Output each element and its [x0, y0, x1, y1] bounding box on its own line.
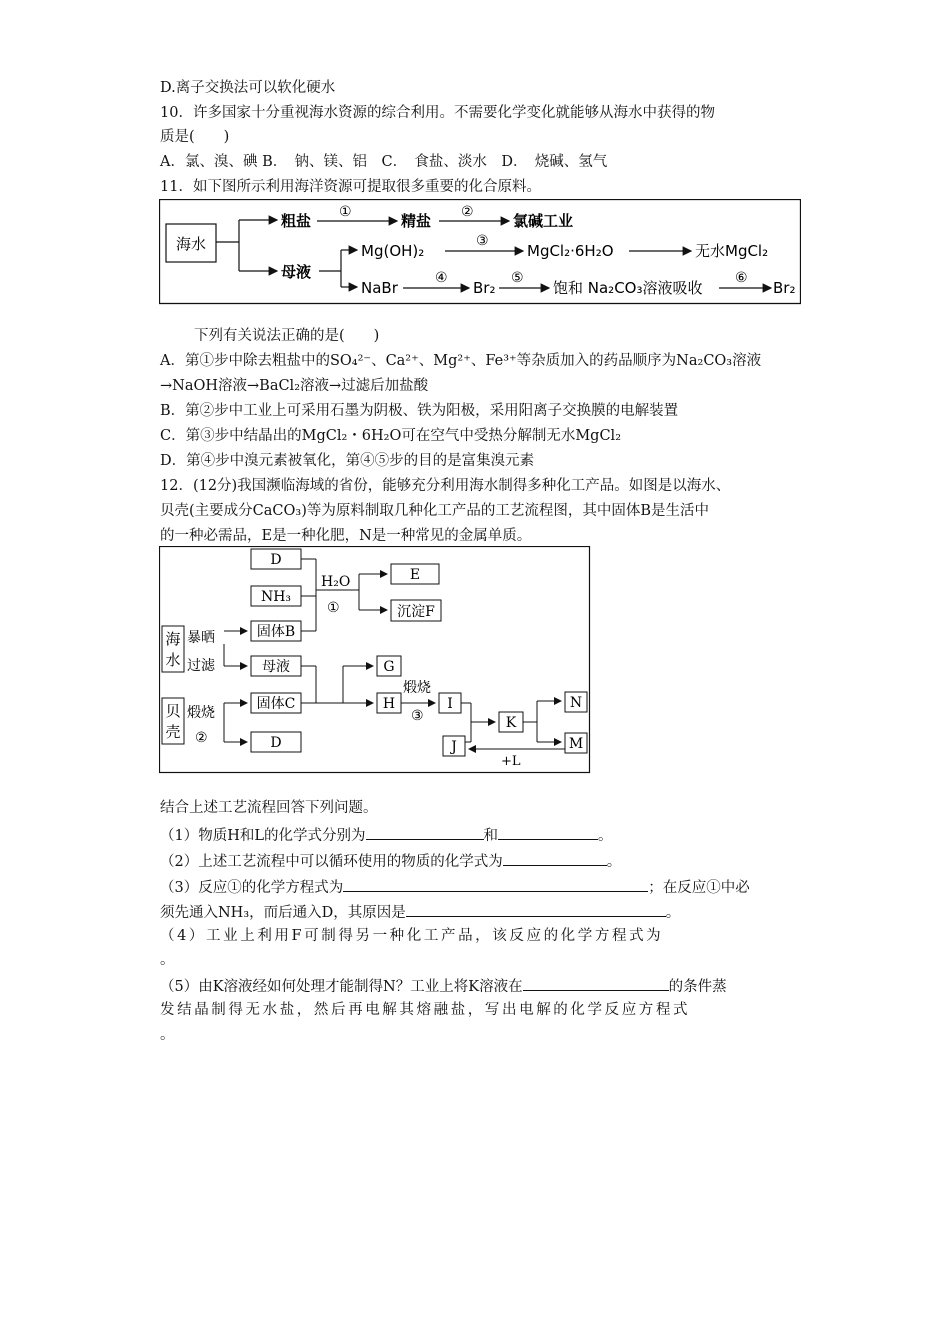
sq3-text-d: 。	[665, 905, 681, 921]
answer-blank-l[interactable]	[498, 824, 598, 840]
sq3-text-b: ；在反应①中必	[648, 880, 750, 896]
sq5-text-b: 的条件蒸	[668, 979, 727, 995]
sq3-text-c: 须先通入NH₃，而后通入D，其原因是	[160, 905, 406, 921]
step5-label: ⑤	[511, 270, 524, 286]
box-h: H	[382, 696, 396, 712]
answer-blank-condition[interactable]	[523, 975, 669, 991]
step1-label: ①	[339, 204, 352, 220]
sq5-text-a: （5）由K溶液经如何处理才能制得N？工业上将K溶液在	[160, 979, 523, 995]
q10-line1: 10．许多国家十分重视海水资源的综合利用。不需要化学变化就能够从海水中获得的物	[160, 105, 715, 121]
shell-char1: 贝	[165, 702, 181, 720]
q11-stem: 下列有关说法正确的是( )	[194, 328, 380, 344]
mgcl2-hydrate-label: MgCl₂·6H₂O	[527, 242, 614, 260]
sq1-text-c: 。	[598, 828, 613, 844]
reaction1-label: ①	[327, 600, 340, 616]
anhydrous-mgcl2-label: 无水MgCl₂	[695, 242, 769, 260]
sub-question-3b	[160, 901, 680, 923]
crude-salt-label: 粗盐	[281, 212, 312, 230]
q11-line: 11．如下图所示利用海洋资源可提取很多重要的化合原料。	[160, 179, 541, 195]
answer-blank-recycle[interactable]	[503, 850, 607, 866]
box-e: E	[409, 567, 421, 583]
seawater-label: 海水	[175, 235, 207, 253]
q11-option-a2: →NaOH溶液→BaCl₂溶液→过滤后加盐酸	[160, 378, 429, 394]
seawater-char1: 海	[165, 630, 181, 648]
q11-option-d: D．第④步中溴元素被氧化，第④⑤步的目的是富集溴元素	[160, 453, 535, 469]
option-d-prev: D.离子交换法可以软化硬水	[160, 80, 336, 96]
box-d-top: D	[270, 552, 282, 568]
sun-label: 暴晒	[187, 630, 215, 646]
answer-blank-equation1[interactable]	[343, 876, 648, 892]
sq2-text-a: （2）上述工艺流程中可以循环使用的物质的化学式为	[160, 854, 503, 870]
q10-options: A．氯、溴、碘 B． 钠、镁、铝 C． 食盐、淡水 D． 烧碱、氢气	[160, 154, 608, 170]
h2o-label: H₂O	[321, 574, 351, 590]
chlor-alkali-label: 氯碱工业	[513, 212, 574, 230]
sub-question-5d: 。	[160, 1027, 175, 1043]
q11-option-c: C．第③步中结晶出的MgCl₂・6H₂O可在空气中受热分解制无水MgCl₂	[160, 428, 622, 444]
step4-label: ④	[435, 270, 448, 286]
br2-b-label: Br₂	[773, 279, 796, 297]
step2-label: ②	[461, 204, 474, 220]
sq1-text-a: （1）物质H和L的化学式分别为	[160, 828, 366, 844]
box-m: M	[568, 736, 584, 752]
box-precipitate-f: 沉淀F	[397, 604, 435, 620]
filter-label: 过滤	[187, 658, 215, 674]
plus-l-label: +L	[501, 754, 521, 769]
nabr-label: NaBr	[361, 279, 398, 297]
sub-question-4a: （4）工业上利用F可制得另一种化工产品，该反应的化学方程式为	[160, 928, 664, 944]
answer-blank-h[interactable]	[366, 824, 484, 840]
seawater-char2: 水	[165, 651, 181, 669]
q12-intro: 结合上述工艺流程回答下列问题。	[160, 800, 378, 816]
sq1-text-b: 和	[483, 828, 498, 844]
box-solid-c: 固体C	[256, 696, 296, 712]
mother-liquor-label: 母液	[281, 263, 312, 281]
step3-label: ③	[476, 233, 489, 249]
mgoh2-label: Mg(OH)₂	[361, 242, 425, 260]
calcine2-label: 煅烧	[187, 705, 215, 721]
q12-line3: 的一种必需品，E是一种化肥，N是一种常见的金属单质。	[160, 528, 532, 544]
sq3-text-a: （3）反应①的化学方程式为	[160, 880, 344, 896]
box-solid-b: 固体B	[256, 624, 296, 640]
seawater-flow-diagram	[159, 199, 801, 305]
q12-line1: 12．(12分)我国濒临海域的省份，能够充分利用海水制得多种化工产品。如图是以海水、	[160, 478, 731, 494]
sub-question-5c: 发结晶制得无水盐，然后再电解其熔融盐，写出电解的化学反应方程式	[160, 1002, 691, 1018]
reaction3-label: ③	[411, 708, 424, 724]
box-g: G	[383, 659, 395, 675]
box-i: I	[447, 696, 453, 712]
box-k: K	[505, 715, 517, 731]
calcine-label: 煅烧	[403, 680, 431, 696]
sub-question-5a	[160, 975, 727, 997]
q11-option-b: B．第②步中工业上可采用石墨为阴极、铁为阳极，采用阳离子交换膜的电解装置	[160, 403, 679, 419]
sub-question-4b: 。	[160, 952, 175, 968]
box-n: N	[569, 695, 583, 711]
process-flow-diagram	[159, 546, 591, 775]
br2-a-label: Br₂	[473, 279, 496, 297]
sub-question-3a	[160, 876, 750, 898]
box-mother-liquor: 母液	[262, 659, 290, 675]
reaction2-label: ②	[195, 730, 208, 746]
na2co3-absorb-label: 饱和 Na₂CO₃溶液吸收	[553, 279, 703, 297]
q10-line2: 质是( )	[160, 129, 230, 145]
answer-blank-reason[interactable]	[406, 901, 666, 917]
sub-question-1	[160, 824, 613, 846]
sub-question-2	[160, 850, 621, 872]
box-j: J	[451, 739, 457, 755]
step6-label: ⑥	[735, 270, 748, 286]
shell-char2: 壳	[165, 723, 181, 741]
q11-option-a1: A．第①步中除去粗盐中的SO₄²⁻、Ca²⁺、Mg²⁺、Fe³⁺等杂质加入的药品顺序为Na₂CO₃溶液	[160, 353, 762, 369]
sq2-text-b: 。	[606, 854, 622, 870]
q12-line2: 贝壳(主要成分CaCO₃)等为原料制取几种化工产品的工艺流程图，其中固体B是生活中	[160, 503, 710, 519]
box-nh3: NH₃	[260, 589, 292, 605]
box-d-bottom: D	[270, 735, 282, 751]
refined-salt-label: 精盐	[401, 212, 432, 230]
